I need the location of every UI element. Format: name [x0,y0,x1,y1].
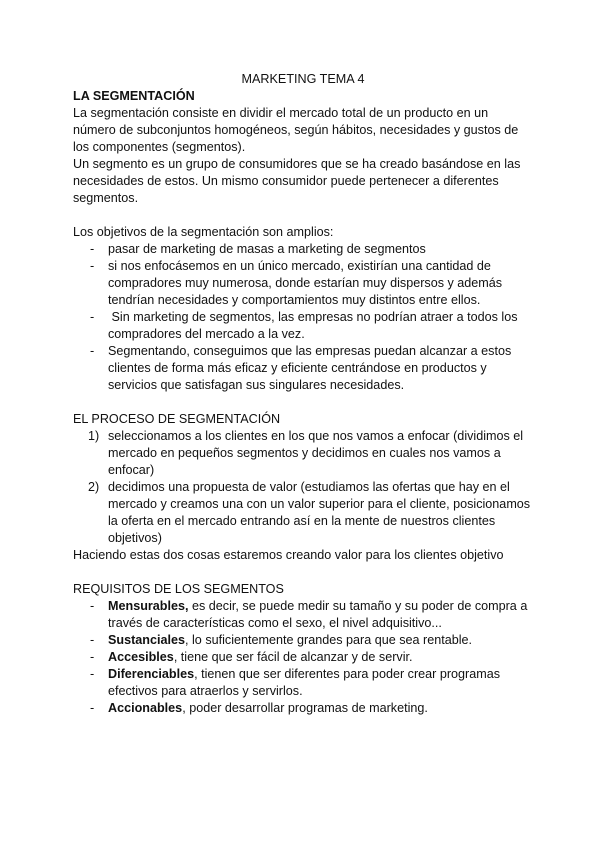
number-marker: 2) [88,480,100,494]
list-item [73,598,533,632]
list-item [73,343,533,394]
blank-line [73,394,533,411]
document-title: MARKETING TEMA 4 [241,72,365,86]
requirement-desc: , poder desarrollar programas de marketing. [182,701,428,715]
dash-marker: - [90,344,95,358]
list-item [73,666,533,700]
requirement-desc: es decir, se puede medir su tamaño y su poder de compra a través de características como el sexo, el nivel adquisitivo... [108,599,528,630]
number-marker: 1) [88,429,100,443]
dash-marker: - [90,242,95,256]
list-item [73,649,533,666]
list-item-text: decidimos una propuesta de valor (estudiamos las ofertas que hay en el mercado y creamos una con un valor superior para el cliente, posicionamos la oferta en el mercado entrando así en la mente de nuestros clientes objetivos) [108,480,531,545]
list-item [73,258,533,309]
section-heading-requisitos: REQUISITOS DE LOS SEGMENTOS [73,582,284,596]
dash-marker: - [90,259,95,273]
objectives-list [73,241,533,394]
process-closing: Haciendo estas dos cosas estaremos creando valor para los clientes objetivo [73,548,504,562]
dash-marker: - [90,599,95,613]
dash-marker: - [90,701,95,715]
section-heading-proceso: EL PROCESO DE SEGMENTACIÓN [73,412,281,426]
requirement-term: Mensurables, [108,599,189,613]
list-item-text: Sin marketing de segmentos, las empresas no podrían atraer a todos los compradores del mercado a la vez. [108,310,522,341]
list-item [73,700,533,717]
list-item [73,479,533,547]
dash-marker: - [90,633,95,647]
list-item [73,428,533,479]
requirement-desc: , tiene que ser fácil de alcanzar y de servir. [173,650,413,664]
blank-line [73,207,533,224]
list-item-text: pasar de marketing de masas a marketing de segmentos [108,242,426,256]
requirement-term: Diferenciables [108,667,195,681]
dash-marker: - [90,650,95,664]
list-item-text: seleccionamos a los clientes en los que nos vamos a enfocar (dividimos el mercado en pequeños segmentos y decidimos en cuales nos vamos a enfocar) [108,429,524,477]
requirement-desc: , lo suficientemente grandes para que sea rentable. [185,633,473,647]
requirement-term: Accesibles [108,650,174,664]
section-heading-segmentacion: LA SEGMENTACIÓN [73,89,195,103]
list-item [73,241,533,258]
intro-paragraph-definition: La segmentación consiste en dividir el mercado total de un producto en un número de subconjuntos homogéneos, según hábitos, necesidades y gustos de los componentes (segmentos). [73,106,519,154]
dash-marker: - [90,310,95,324]
intro-paragraph-segment: Un segmento es un grupo de consumidores que se ha creado basándose en las necesidades de estos. Un mismo consumidor puede pertenecer a diferentes segmentos. [73,157,521,205]
list-item-text: Segmentando, conseguimos que las empresas puedan alcanzar a estos clientes de forma más eficaz y eficiente centrándose en productos y servicios que satisfagan sus singulares necesidades. [108,344,512,392]
blank-line [73,564,533,581]
requirements-list [73,598,533,717]
list-item [73,309,533,343]
document-page [73,71,533,717]
requirement-term: Accionables [108,701,183,715]
dash-marker: - [90,667,95,681]
list-item [73,632,533,649]
objectives-lead: Los objetivos de la segmentación son amplios: [73,225,334,239]
process-list [73,428,533,547]
requirement-term: Sustanciales [108,633,186,647]
requirement-desc: , tienen que ser diferentes para poder crear programas efectivos para atraerlos y servirlos. [108,667,501,698]
list-item-text: si nos enfocásemos en un único mercado, existirían una cantidad de compradores muy numerosa, donde estarían muy dispersos y además tendrían necesidades y comportamientos muy distintos entre ellos. [108,259,503,307]
